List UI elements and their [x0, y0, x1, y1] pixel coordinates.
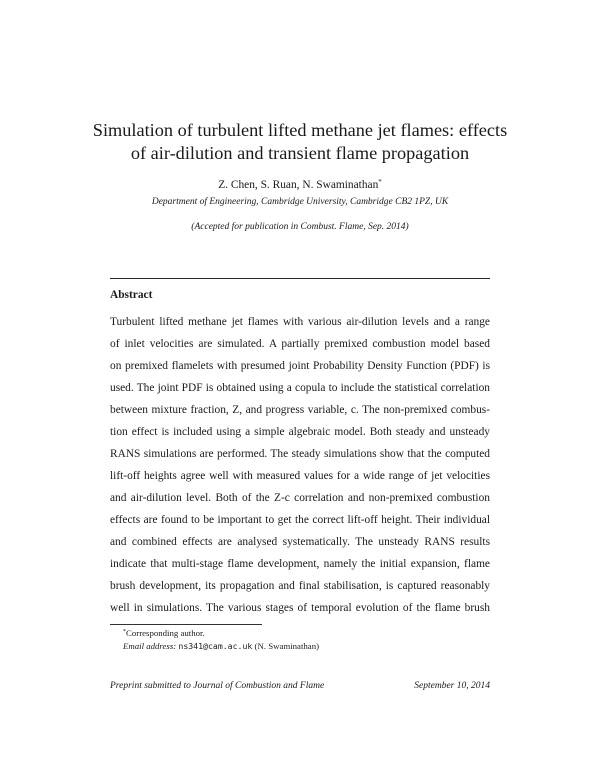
abstract-line: between mixture fraction, Z, and progress variable, c. The non-premixed combus-: [110, 404, 490, 416]
footnote-rule: [110, 624, 262, 625]
abstract-line: brush development, its propagation and final stabilisation, is captured reasonably: [110, 580, 490, 592]
corresponding-author-mark: *: [378, 178, 382, 186]
footer-journal: Preprint submitted to Journal of Combustion and Flame: [110, 681, 325, 691]
footnote-mark: *: [123, 629, 126, 635]
abstract-line: used. The joint PDF is obtained using a copula to include the statistical correlation: [110, 382, 490, 394]
authors-text: Z. Chen, S. Ruan, N. Swaminathan: [218, 179, 379, 191]
footnote-corresponding-text: Corresponding author.: [126, 628, 205, 638]
email-owner: (N. Swaminathan): [254, 641, 320, 651]
abstract-line: and air-dilution level. Both of the Z-c correlation and non-premixed combustion: [110, 492, 490, 504]
abstract-line: effects are found to be important to get the correct lift-off height. Their individual: [110, 514, 490, 526]
footnote-email: [123, 641, 319, 651]
affiliation: Department of Engineering, Cambridge University, Cambridge CB2 1PZ, UK: [151, 197, 449, 207]
footer-date: September 10, 2014: [414, 681, 490, 691]
abstract-line: lift-off heights agree well with measured values for a wide range of jet velocities: [110, 470, 490, 482]
paper-title-line-2: of air-dilution and transient flame propagation: [130, 143, 470, 163]
footnote-corresponding: [123, 628, 205, 638]
abstract-line: of inlet velocities are simulated. A partially premixed combustion model based: [110, 338, 490, 350]
email-address: ns341@cam.ac.uk: [178, 641, 253, 651]
abstract-line: and combined effects are analysed systematically. The unsteady RANS results: [110, 536, 490, 548]
paper-title: [90, 119, 510, 165]
abstract-line: on premixed flamelets with presumed joint Probability Density Function (PDF) is: [110, 360, 490, 372]
author-list: [90, 178, 510, 191]
abstract-line: RANS simulations are performed. The steady simulations show that the computed: [110, 448, 490, 460]
abstract-line: indicate that multi-stage flame development, namely the initial expansion, flame: [110, 558, 490, 570]
abstract-heading: Abstract: [110, 289, 153, 301]
paper-title-line-1: Simulation of turbulent lifted methane jet flames: effects: [92, 120, 508, 140]
accepted-note: (Accepted for publication in Combust. Flame, Sep. 2014): [191, 222, 409, 232]
email-label: Email address:: [123, 641, 177, 651]
abstract-line: well in simulations. The various stages of temporal evolution of the flame brush: [110, 602, 490, 614]
abstract-line: Turbulent lifted methane jet flames with various air-dilution levels and a range: [110, 316, 490, 328]
abstract-top-rule: [110, 278, 490, 279]
abstract-line: tion effect is included using a simple algebraic model. Both steady and unsteady: [110, 426, 490, 438]
